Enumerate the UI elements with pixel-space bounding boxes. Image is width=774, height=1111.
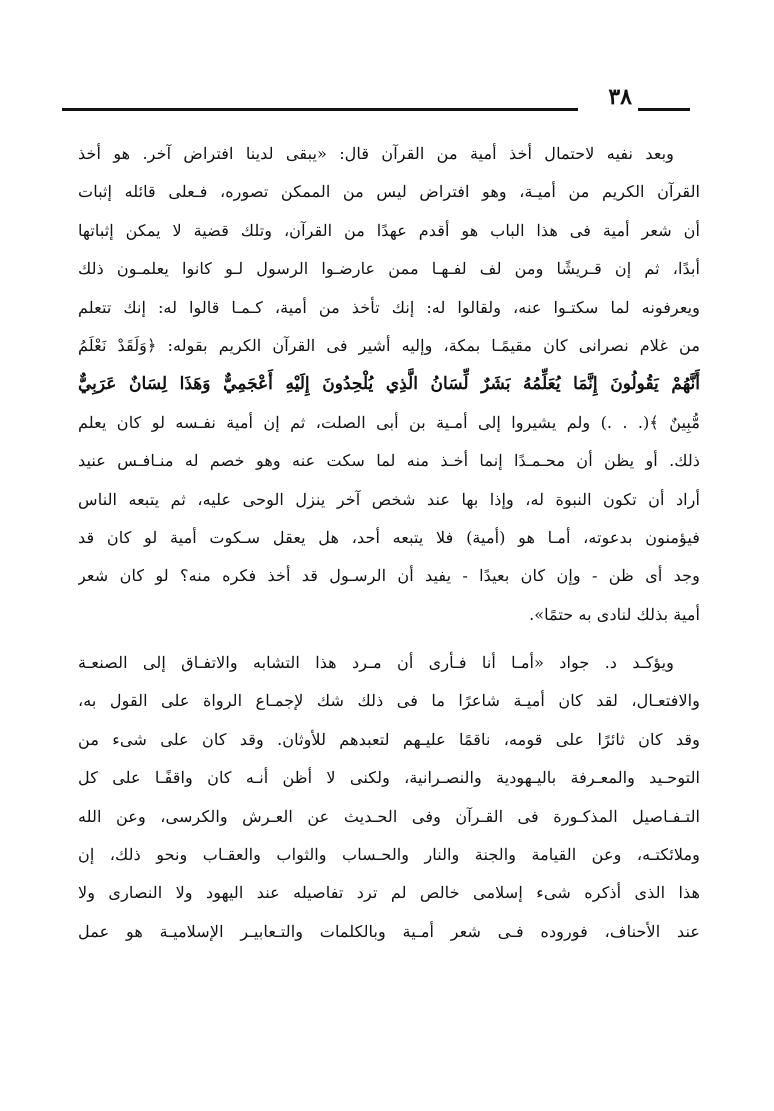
text-line: وجد أى ظن - وإن كان بعيدًا - يفيد أن الرسـول قد أخذ فكره منه؟ لو كان شعر <box>78 566 700 586</box>
page-header <box>62 86 690 116</box>
text-line: هذا الذى أذكره شىء إسلامى خالص لم ترد تفاصيله عند اليهود ولا النصارى ولا <box>78 883 700 903</box>
text-line: وملائكتـه، وعن القيامة والجنة والنار والحـساب والثواب والعقـاب ونحو ذلك، إن <box>78 845 700 865</box>
paragraph-1 <box>78 135 700 634</box>
text-line: القرآن الكريم من أميـة، وهو افتراض ليس من الممكن تصوره، فـعلى قائله إثبات <box>78 182 700 202</box>
text-line: التـفـاصيل المذكـورة فى القـرآن وفى الحـديث عن العـرش والكرسى، وعن الله <box>78 806 700 826</box>
text-line: والافتعـال، لقد كان أميـة شاعرًا ما فى ذلك شك لإجمـاع الرواة على القول به، <box>78 691 700 711</box>
header-rule <box>62 108 578 111</box>
paragraph-gap <box>78 634 700 644</box>
text-line: التوحـيد والمعـرفة باليـهودية والنصـرانية، ولكنى لا أظن أنـه كان واقفًـا على كل <box>78 768 700 788</box>
text-line: أراد أن تكون النبوة له، وإذا بها عند شخص آخر ينزل الوحى عليه، ثم يتبعه الناس <box>78 489 700 509</box>
quran-verse-line: أَنَّهُمْ يَقُولُونَ إِنَّمَا يُعَلِّمُهُ بَشَرٌ لِّسَانُ الَّذِي يُلْحِدُونَ إِلَيْهِ أَعْجَمِيٌّ وَهَذَا لِسَانٌ عَرَبِيٌّ <box>78 374 700 395</box>
text-line: من غلام نصرانى كان مقيمًـا بمكة، وإليه أشير فى القرآن الكريم بقوله: ﴿وَلَقَدْ نَعْلَمُ <box>78 335 700 355</box>
text-line: ويؤكـد د. جواد «أمـا أنا فـأرى أن مـرد هذا التشابه والاتفـاق إلى الصنعـة <box>78 653 674 673</box>
text-line: فيؤمنون بدعوته، أمـا هو (أمية) فلا يتبعه أحد، هل يعقل سـكوت أمية لو كان قد <box>78 527 700 547</box>
text-line: وقد كان ثائرًا على قومه، ناقمًا عليـهم لتعبدهم للأوثان. وقد كان على شىء من <box>78 729 700 749</box>
paragraph-2 <box>78 644 700 951</box>
text-line: ويعرفونه لما سكتـوا عنه، ولقالوا له: إنك تأخذ من أمية، كـمـا قالوا له: إنك تتعلم <box>78 297 700 317</box>
text-body <box>78 135 700 951</box>
text-line: مُّبِينٌ ﴾(. . .) ولم يشيروا إلى أمـية بن أبى الصلت، ثم إن أمية نفـسه لو كان يعلم <box>78 412 700 432</box>
text-line: أبدًا، ثم إن قـريشًا ومن لف لفـهـا ممن عارضـوا الرسول لـو كانوا يعلمـون ذلك <box>78 259 700 279</box>
page-number: ٣٨ <box>608 84 632 110</box>
text-line: أن شعر أمية فى هذا الباب هو أقدم عهدًا من القرآن، وتلك قضية لا يمكن إثباتها <box>78 220 700 240</box>
text-line: أمية بذلك لنادى به حتمًا». <box>529 604 700 624</box>
text-line: ذلك. أو يظن أن محـمـدًا إنما أخـذ منه لما سكت عنه وهو خصم له منـافـس عنيد <box>78 451 700 471</box>
header-rule-short <box>638 108 690 111</box>
text-line: وبعد نفيه لاحتمال أخذ أمية من القرآن قال: «يبقى لدينا افتراض آخر. هو أخذ <box>78 144 674 163</box>
text-line: عند الأحناف، فوروده فـى شعر أمـية وبالكلمات والتـعابيـر الإسلاميـة هو عمل <box>78 921 700 941</box>
